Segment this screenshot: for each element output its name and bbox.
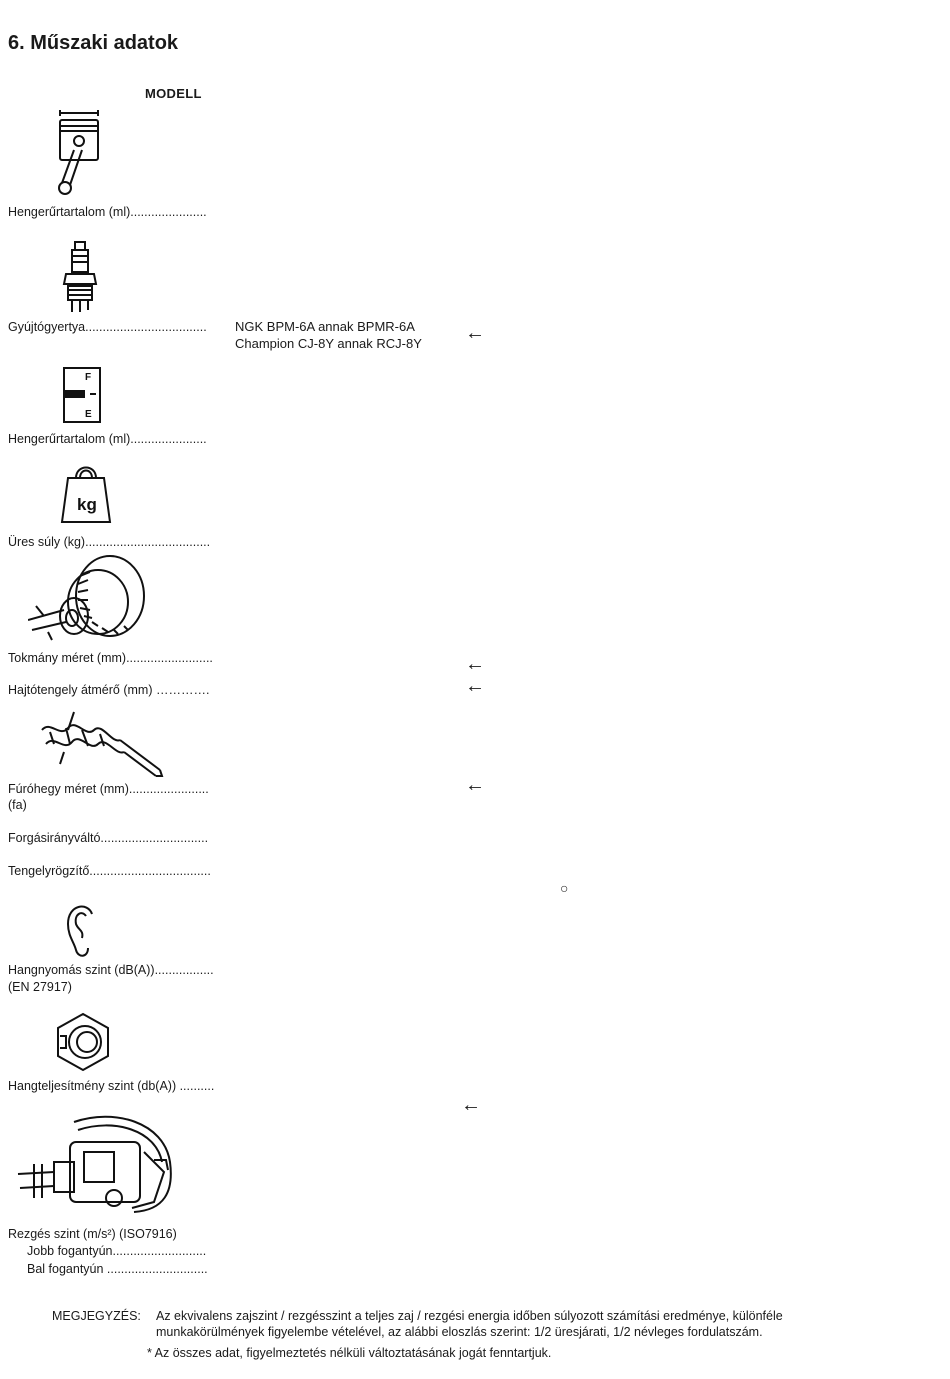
vibration-right-handle-label: Jobb fogantyún........................... [27,1244,207,1258]
bit-sub-label: (fa) [8,798,27,812]
drill-bit-icon [38,710,168,782]
spark-plug-label: Gyújtógyertya................................... [8,320,207,334]
chuck-arrow: ← [465,653,485,675]
sound-power-arrow: ← [461,1094,481,1116]
sound-pressure-sub-label: (EN 27917) [8,980,72,994]
footnote: * Az összes adat, figyelmeztetés nélküli változtatásának jogát fenntartjuk. [147,1346,552,1360]
spark-plug-icon [60,240,100,316]
weight-label: Üres súly (kg).................................... [8,535,211,549]
note-label: MEGJEGYZÉS: [52,1309,141,1323]
shaft-label: Hajtótengely átmérő (mm) …………. [8,683,210,697]
piston-icon [52,108,107,198]
bit-arrow: ← [465,774,485,796]
vibration-label: Rezgés szint (m/s²) (ISO7916) [8,1227,177,1241]
note-line-1: Az ekvivalens zajszint / rezgésszint a teljes zaj / rezgési energia időben súlyozott számítási eredménye, különféle [156,1309,783,1323]
page-title: 6. Műszaki adatok [8,32,179,54]
svg-text:kg: kg [77,495,97,514]
drill-machine-icon [14,1112,184,1216]
note-line-2: munkakörülmények figyelembe vételével, az alábbi eloszlás szerint: 1/2 üresjárati, 1/2 névleges fordulatszám. [156,1325,763,1339]
chuck-label: Tokmány méret (mm)......................... [8,651,213,665]
bit-label: Fúróhegy méret (mm)....................... [8,782,209,796]
spark-plug-value-champion: Champion CJ-8Y annak RCJ-8Y [235,336,422,351]
sound-power-label: Hangteljesítmény szint (db(A)) .......... [8,1079,215,1093]
reverse-label: Forgásirányváltó............................... [8,831,209,845]
fuel-gauge-icon [62,366,104,424]
lock-mark: ○ [560,880,569,896]
svg-text:E: E [85,409,92,420]
model-header: MODELL [145,86,202,101]
sound-pressure-label: Hangnyomás szint (dB(A))................. [8,963,214,977]
svg-text:F: F [85,372,92,383]
vibration-left-handle-label: Bal fogantyún ............................. [27,1262,208,1276]
spark-plug-arrow: ← [465,322,485,344]
shaft-arrow: ← [465,675,485,697]
lock-label: Tengelyrögzítő................................... [8,864,211,878]
displacement-label: Hengerűrtartalom (ml)...................... [8,205,207,219]
tank-label: Hengerűrtartalom (ml)...................... [8,432,207,446]
spark-plug-value-ngk: NGK BPM-6A annak BPMR-6A [235,319,415,334]
weight-icon [60,460,112,528]
ear-icon [64,902,98,960]
chuck-icon [28,552,148,644]
sound-power-icon [56,1012,110,1072]
